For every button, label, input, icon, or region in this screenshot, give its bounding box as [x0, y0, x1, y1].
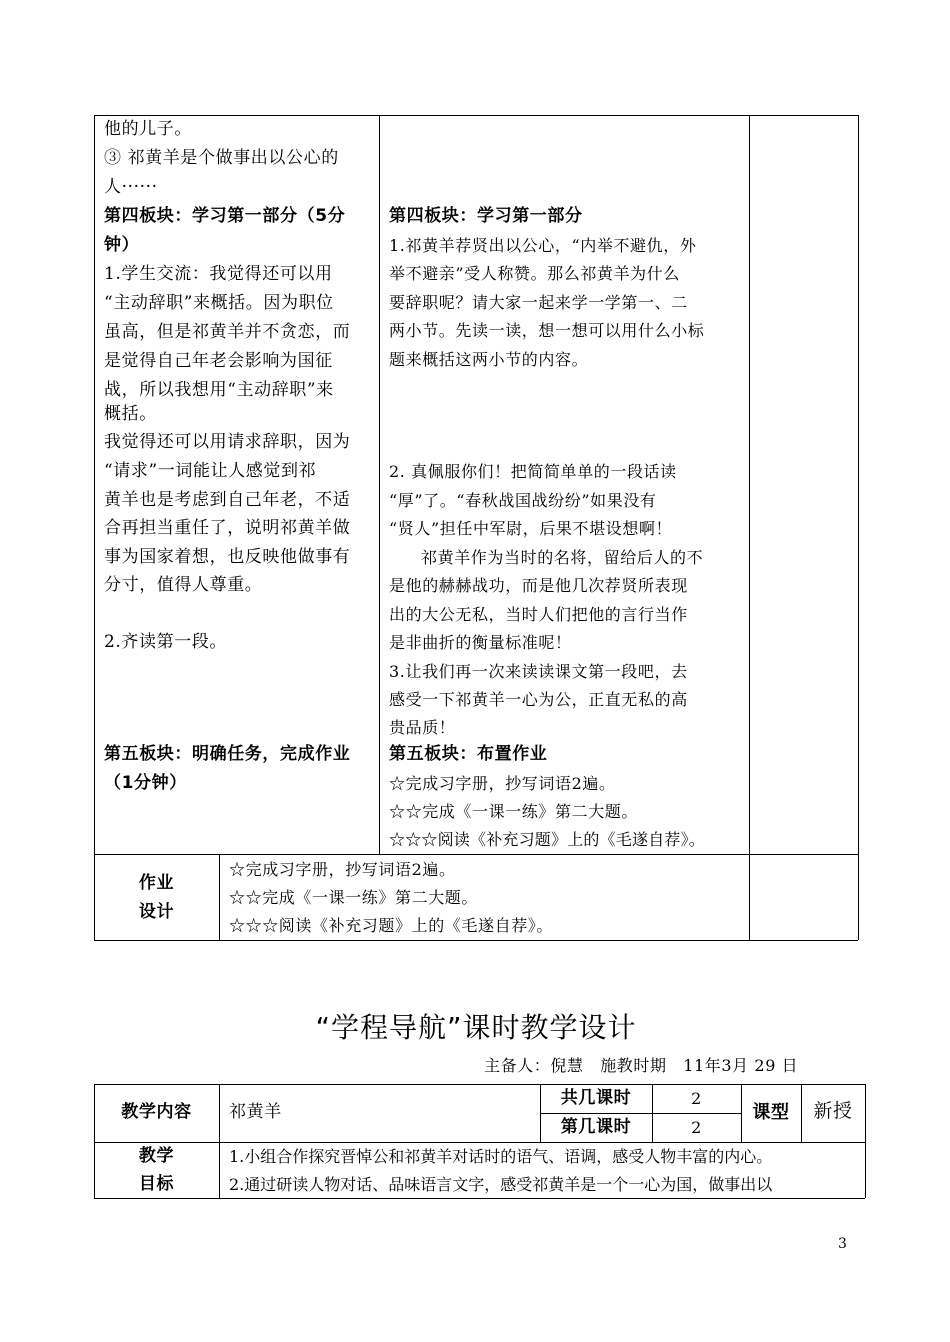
goal-item: 1.小组合作探究晋悼公和祁黄羊对话时的语气、语调，感受人物丰富的内心。 [229, 1147, 773, 1166]
mid-line: 两小节。先读一读，想一想可以用什么小标 [389, 321, 705, 340]
homework-item: ☆☆☆阅读《补充习题》上的《毛遂自荐》。 [229, 916, 554, 935]
table-divider [94, 854, 858, 855]
mid-line: “贤人”担任中军尉，后果不堪设想啊！ [389, 519, 673, 538]
table-left-border [94, 115, 95, 940]
content-label: 教学内容 [121, 1102, 192, 1122]
info-table-right [865, 1084, 866, 1198]
info-table-col-1 [219, 1084, 220, 1198]
homework-label: 设计 [138, 902, 175, 922]
left-line: 他的儿子。 [104, 119, 192, 139]
left-section-heading: 第五板块：明确任务，完成作业 [104, 744, 351, 764]
mid-line: 是他的赫赫战功，而是他几次荐贤所表现 [389, 576, 688, 595]
current-lesson-label: 第几课时 [560, 1117, 632, 1137]
table-bottom-border [94, 940, 858, 941]
info-table-top [94, 1084, 865, 1085]
goal-label: 目标 [138, 1174, 175, 1194]
left-line: ③ 祁黄羊是个做事出以公心的 [104, 148, 339, 168]
left-line: 我觉得还可以用请求辞职，因为 [104, 432, 351, 452]
total-lessons-value: 2 [691, 1089, 702, 1108]
lesson-type-label: 课型 [752, 1102, 790, 1123]
table-col-divider-1 [379, 115, 380, 854]
left-section-heading: （1分钟） [104, 773, 187, 793]
mid-line: 贵品质！ [389, 718, 456, 737]
mid-line: 3.让我们再一次来读读课文第一段吧，去 [389, 662, 688, 681]
table-col-divider-2 [749, 115, 750, 940]
mid-line: 感受一下祁黄羊一心为公，正直无私的高 [389, 690, 688, 709]
left-line: 黄羊也是考虑到自己年老，不适 [104, 490, 351, 510]
homework-label-divider [219, 854, 220, 940]
mid-line: 举不避亲”受人称赞。那么祁黄羊为什么 [389, 264, 680, 283]
table-right-border [858, 115, 859, 940]
page-number: 3 [838, 1236, 847, 1252]
mid-line: 祁黄羊作为当时的名将，留给后人的不 [421, 548, 704, 567]
left-line: 分寸，值得人尊重。 [104, 575, 263, 595]
mid-line: ☆☆完成《一课一练》第二大题。 [389, 802, 639, 821]
content-value: 祁黄羊 [229, 1102, 282, 1122]
mid-line: “厚”了。“春秋战国战纷纷”如果没有 [389, 491, 657, 510]
left-line: 是觉得自己年老会影响为国征 [104, 351, 333, 371]
mid-line: ☆完成习字册，抄写词语2遍。 [389, 774, 616, 793]
mid-line: 2. 真佩服你们！把简简单单的一段话读 [389, 462, 677, 481]
left-line: 2.齐读第一段。 [104, 632, 228, 652]
left-section-heading: 第四板块：学习第一部分（5分 [104, 206, 346, 226]
homework-item: ☆☆完成《一课一练》第二大题。 [229, 888, 479, 907]
left-line: “主动辞职”来概括。因为职位 [104, 293, 334, 313]
left-line: 战，所以我想用“主动辞职”来 [104, 380, 334, 400]
mid-line: 是非曲折的衡量标准呢！ [389, 633, 572, 652]
left-line: 人······ [104, 177, 158, 197]
mid-line: 出的大公无私，当时人们把他的言行当作 [389, 605, 688, 624]
table-top-border [94, 115, 858, 116]
mid-line: 要辞职呢？请大家一起来学一学第一、二 [389, 293, 688, 312]
left-line: “请求”一词能让人感觉到祁 [104, 461, 317, 481]
lesson-type-value: 新授 [813, 1100, 853, 1122]
left-line: 虽高，但是祁黄羊并不贪恋，而 [104, 322, 351, 342]
current-lesson-value: 2 [691, 1118, 702, 1137]
mid-line: 1.祁黄羊荐贤出以公心，“内举不避仇，外 [389, 236, 697, 255]
left-line: 1.学生交流：我觉得还可以用 [104, 264, 333, 284]
left-section-heading: 钟） [104, 235, 140, 255]
page-title: “学程导航”课时教学设计 [315, 1011, 637, 1044]
goal-item: 2.通过研读人物对话、品味语言文字，感受祁黄羊是一个一心为国，做事出以 [229, 1175, 773, 1194]
goal-label: 教学 [138, 1146, 175, 1166]
mid-line: 题来概括这两小节的内容。 [389, 350, 589, 369]
mid-section-heading: 第四板块：学习第一部分 [389, 206, 583, 226]
author-line: 主备人：倪慧 施教时期 11年3月 29 日 [484, 1056, 799, 1075]
left-line: 合再担当重任了，说明祁黄羊做 [104, 518, 351, 538]
mid-section-heading: 第五板块：布置作业 [389, 744, 548, 764]
homework-item: ☆完成习字册，抄写词语2遍。 [229, 860, 456, 879]
total-lessons-label: 共几课时 [560, 1088, 632, 1108]
left-line: 事为国家着想，也反映他做事有 [104, 547, 351, 567]
homework-label: 作业 [138, 873, 175, 893]
mid-line: ☆☆☆阅读《补充习题》上的《毛遂自荐》。 [389, 830, 706, 849]
left-line: 概括。 [104, 404, 157, 424]
